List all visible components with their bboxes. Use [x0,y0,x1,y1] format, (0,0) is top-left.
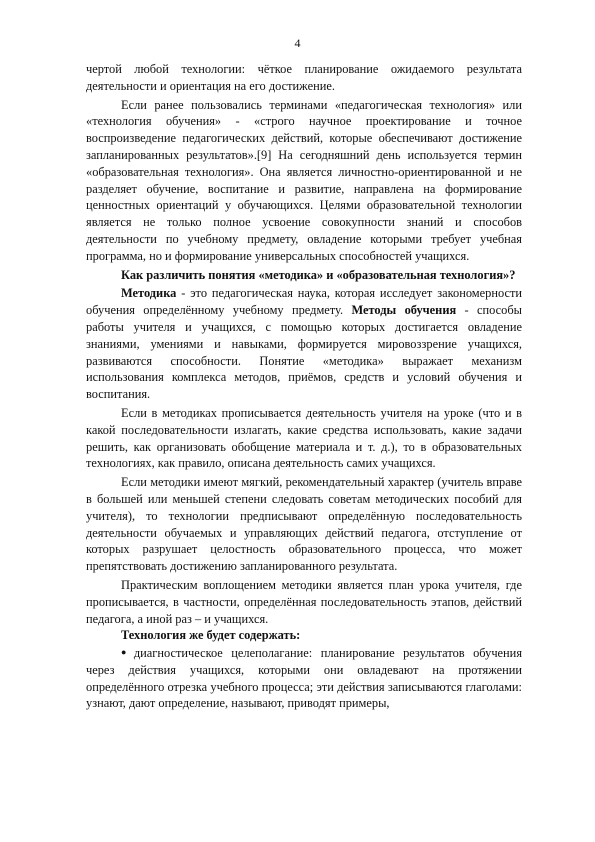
term-methods: Методы обучения [351,303,457,318]
term-methodology: Методика [121,286,177,301]
methodology-definition: - это педагогическая наука, которая исследует закономерности обучения определённому учебному предмету. [86,286,522,318]
page-content [86,61,522,712]
paragraph-continuation: чертой любой технологии: чёткое планирование ожидаемого результата деятельности и ориентация на его достижение. [86,62,522,93]
list-item-text: диагностическое целеполагание: планирование результатов обучения через действия учащихся, которыми они овладевают на протяжении определённого отрезка учебного процесса; эти действия записываются глаголами: узнают, дают определение, называют, приводят примеры, [86,646,523,711]
paragraph-lesson-plan: Практическим воплощением методики является план урока учителя, где прописывается, в частности, определённая последовательность этапов, действий педагога, а иной раз – и учащихся. [86,577,522,626]
bullet-icon: ● [121,647,132,658]
page-number: 4 [294,36,301,50]
list-item [86,644,522,712]
technology-subheading: Технология же будет содержать: [121,628,301,643]
section-heading: Как различить понятия «методика» и «образовательная технология»? [121,267,516,282]
paragraph-methodology [86,285,522,403]
methods-definition: - способы работы учителя и учащихся, с помощью которых достигается овладение знаниями, умениями и навыками, формируется мировоззрение учащихся, развиваются способности. Понятие «методика» выражает механизм использования комплекса методов, приёмов, средств и условий обучения и воспитания. [86,303,522,402]
paragraph-terms: Если ранее пользовались терминами «педагогическая технология» или «технология обучения» - «строго научное проектирование и точное воспроизведение педагогических действий, которые обеспечивают достижение запланированных результатов».[9] На сегодняшний день используется термин «образовательная технология». Она является личностно-ориентированной и не разделяет обучение, воспитание и развитие, направлена на формирование ценностных ориентаций у обучающихся. Целями образовательной технологии является не только полное усвоение совокупности знаний и способов деятельности по учебному предмету, овладение которыми требует учебная программа, но и формирование универсальных способностей учащихся. [86,97,522,263]
paragraph-soft-methods: Если методики имеют мягкий, рекомендательный характер (учитель вправе в большей или меньшей степени следовать советам методических пособий для учителя), то технологии предписывают определённую последовательность деятельности обучаемых и управляющих действий педагога, отступление от которых разрушает целостность образовательного процесса, что может препятствовать достижению запланированного результата. [86,475,522,574]
paragraph-teacher-activity: Если в методиках прописывается деятельность учителя на уроке (что и в какой последовательности излагать, какие средства использовать, какие задачи решить, как организовать обобщение материала и т. д.), то в образовательных технологиях, как правило, описана деятельность самих учащихся. [86,405,522,471]
